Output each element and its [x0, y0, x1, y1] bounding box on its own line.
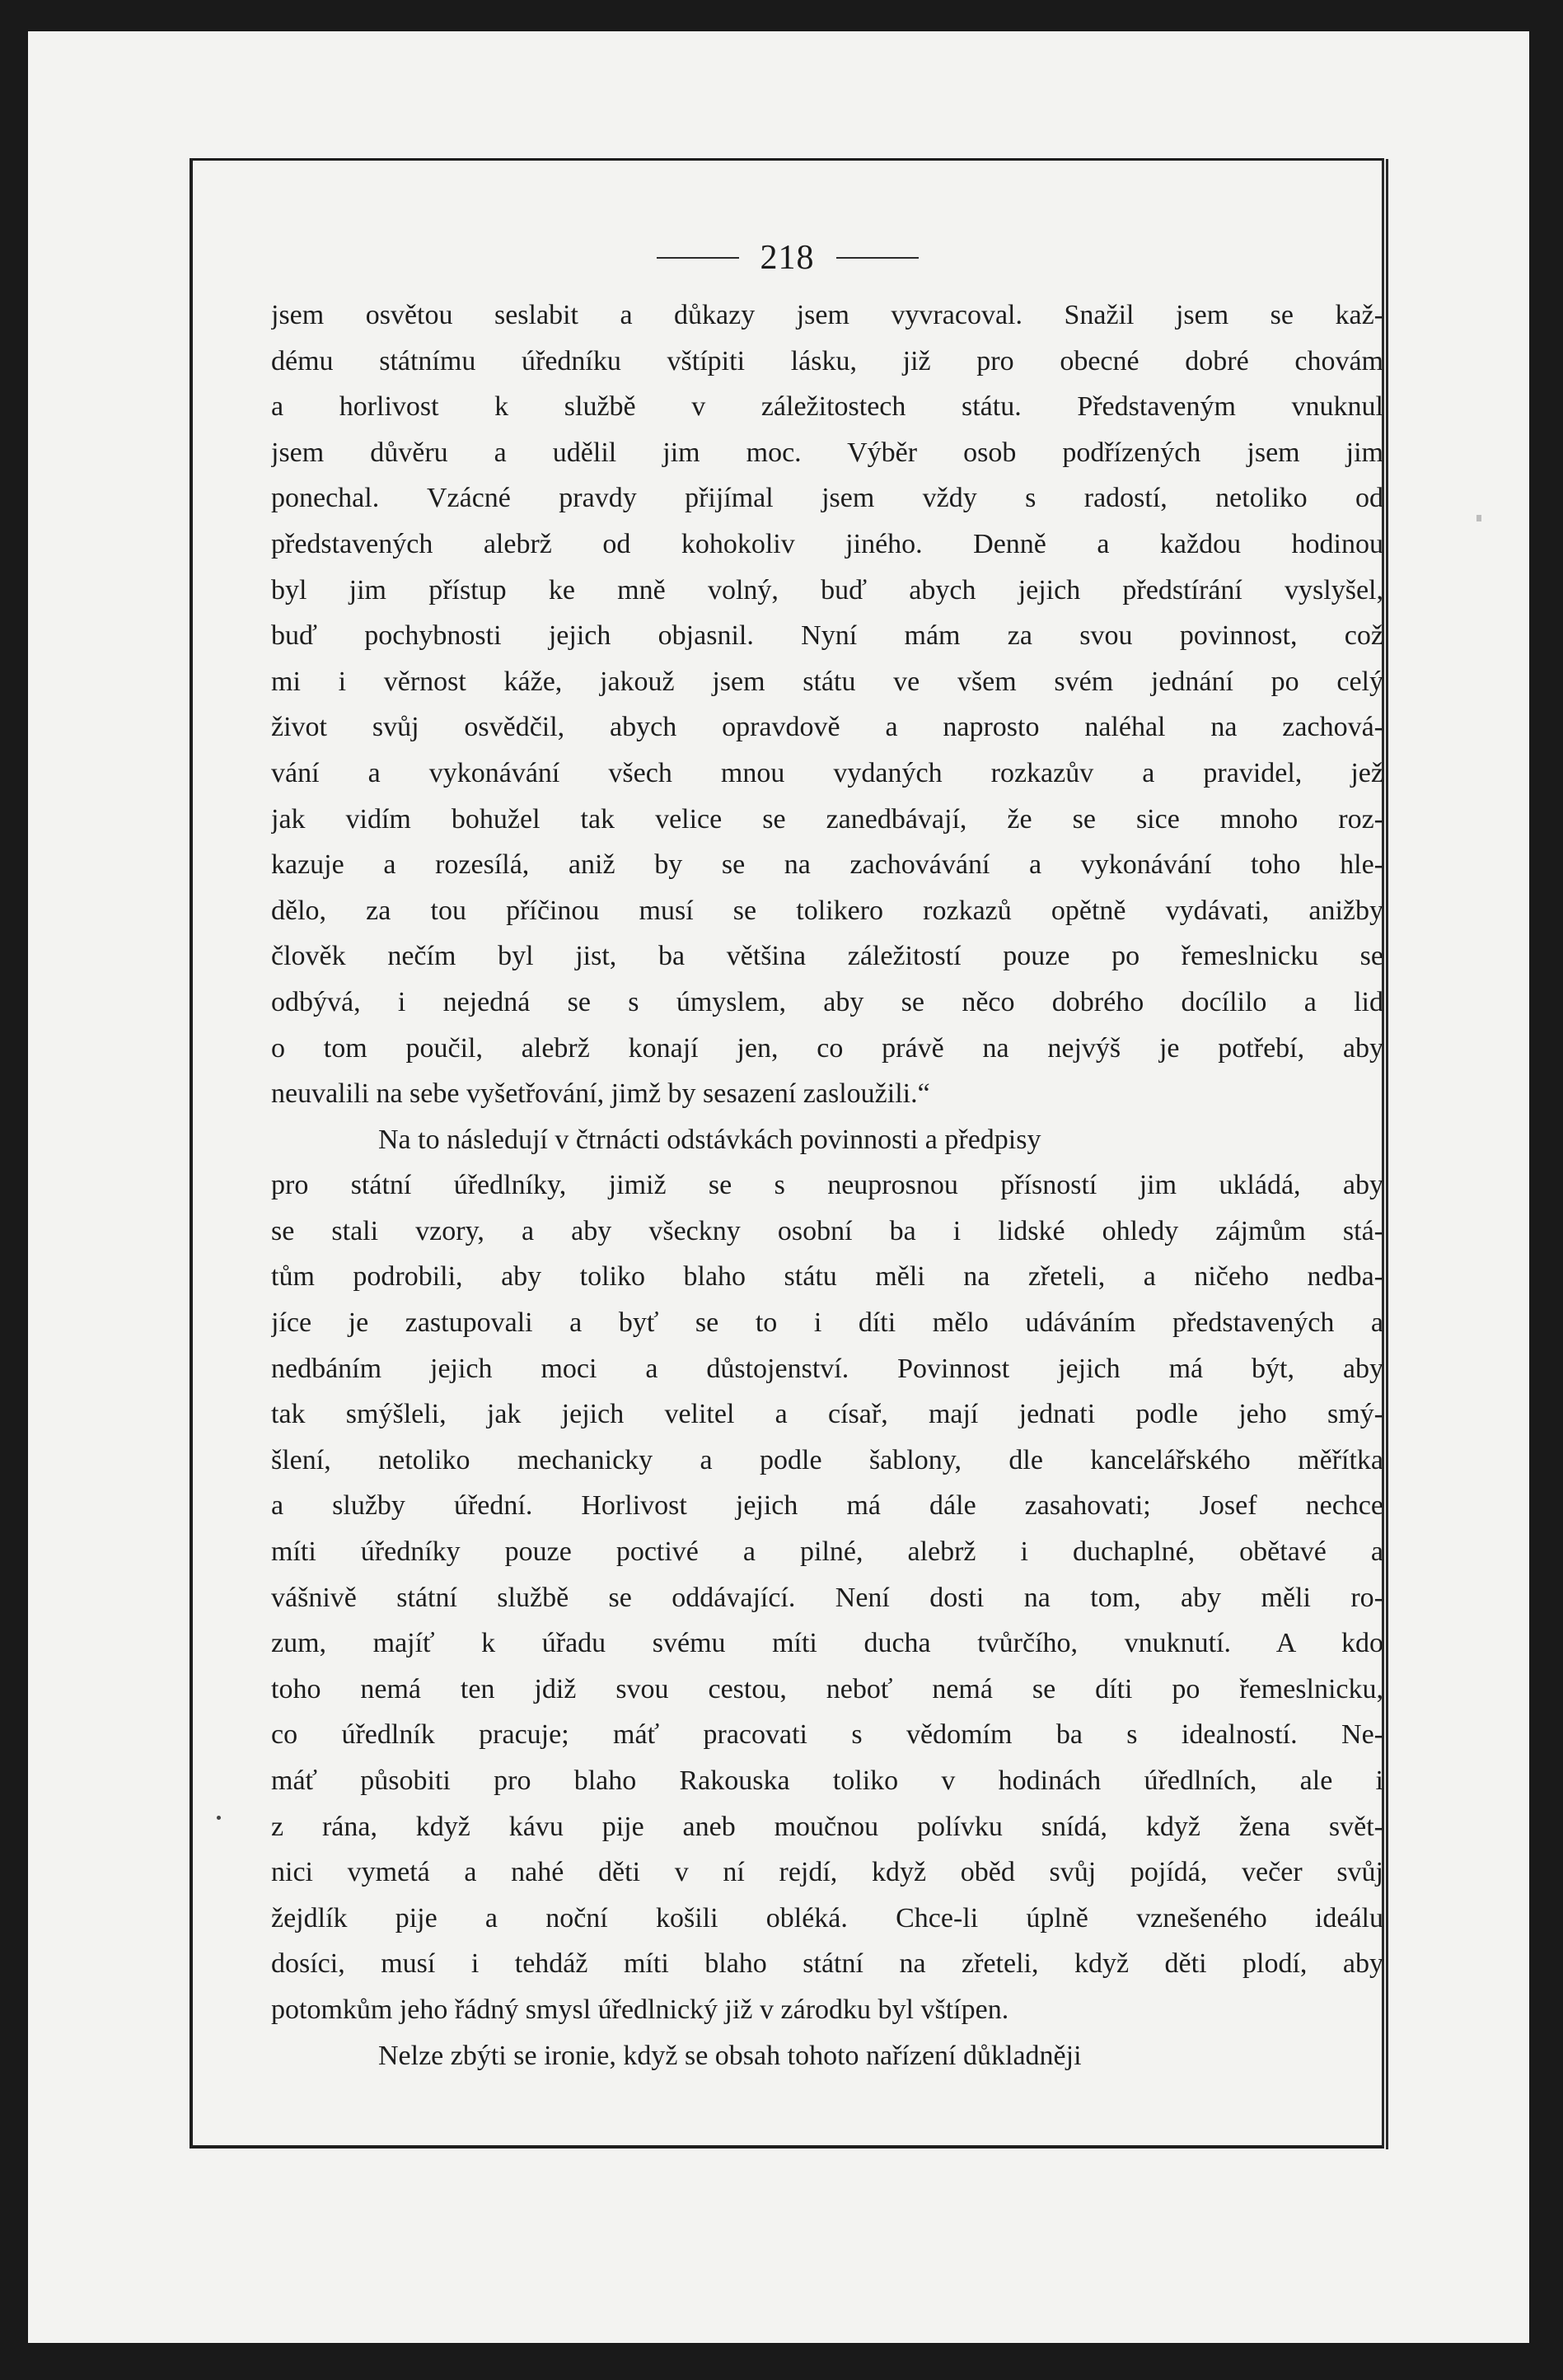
text-line: neuvalili na sebe vyšetřování, jimž by sesazení zasloužili.“: [271, 1078, 930, 1110]
text-line: mi i věrnost káže, jakouž jsem státu ve všem svém jednání po celý: [271, 666, 1383, 697]
text-line: představených alebrž od kohokoliv jiného. Denně a každou hodinou: [271, 528, 1383, 559]
text-line: život svůj osvědčil, abych opravdově a naprosto naléhal na zachová-: [271, 712, 1383, 743]
text-line: co úředlník pracuje; máť pracovati s vědomím ba s idealností. Ne-: [271, 1719, 1383, 1751]
text-line: vášnivě státní službě se oddávající. Není dosti na tom, aby měli ro-: [271, 1582, 1383, 1613]
text-line: šlení, netoliko mechanicky a podle šablony, dle kancelářského měřítka: [271, 1444, 1383, 1475]
text-line: odbývá, i nejedná se s úmyslem, aby se něco dobrého docílilo a lid: [271, 986, 1383, 1017]
header-rule-right: [836, 257, 919, 259]
text-line: žejdlík pije a noční košili obléká. Chce-li úplně vznešeného ideálu: [271, 1902, 1383, 1933]
text-line: Na to následují v čtrnácti odstávkách povinnosti a předpisy: [378, 1124, 1041, 1155]
text-line: Nelze zbýti se ironie, když se obsah tohoto nařízení důkladněji: [378, 2040, 1082, 2071]
text-line: tak smýšleli, jak jejich velitel a císař, mají jednati podle jeho smý-: [271, 1399, 1383, 1430]
text-line: míti úředníky pouze poctivé a pilné, alebrž i duchaplné, obětavé a: [271, 1536, 1383, 1568]
text-line: toho nemá ten jdiž svou cestou, neboť nemá se díti po řemeslnicku,: [271, 1673, 1383, 1704]
text-line: jak vidím bohužel tak velice se zanedbávají, že se sice mnoho roz-: [271, 803, 1383, 835]
text-line: nedbáním jejich moci a důstojenství. Povinnost jejich má být, aby: [271, 1353, 1383, 1384]
text-line: dosíci, musí i tehdáž míti blaho státní na zřeteli, když děti plodí, aby: [271, 1948, 1383, 1980]
text-line: dělo, za tou příčinou musí se tolikero rozkazů opětně vydávati, anižby: [271, 895, 1383, 926]
page-frame: [190, 158, 1384, 2149]
paper-speck: [1476, 515, 1481, 521]
text-line: jsem osvětou seslabit a důkazy jsem vyvracoval. Snažil jsem se kaž-: [271, 300, 1383, 330]
text-line: a horlivost k službě v záležitostech státu. Představeným vnuknul: [271, 391, 1383, 423]
text-line: máť působiti pro blaho Rakouska toliko v hodinách úředlních, ale i: [271, 1765, 1383, 1796]
text-line: člověk nečím byl jist, ba většina záležitostí pouze po řemeslnicku se: [271, 941, 1383, 972]
text-line: nici vymetá a nahé děti v ní rejdí, když oběd svůj pojídá, večer svůj: [271, 1857, 1383, 1888]
text-line: potomkům jeho řádný smysl úředlnický již v zárodku byl vštípen.: [271, 1994, 1009, 2025]
page-header: [193, 237, 1382, 278]
text-line: kazuje a rozesílá, aniž by se na zachovávání a vykonávání toho hle-: [271, 849, 1383, 881]
text-line: dému státnímu úředníku vštípiti lásku, již pro obecné dobré chovám: [271, 345, 1383, 376]
text-line: vání a vykonávání všech mnou vydaných rozkazův a pravidel, jež: [271, 757, 1383, 788]
text-line: z rána, když kávu pije aneb moučnou polívku snídá, když žena svět-: [271, 1811, 1383, 1842]
text-line: byl jim přístup ke mně volný, buď abych jejich předstírání vyslyšel,: [271, 574, 1383, 606]
text-line: jíce je zastupovali a byť se to i díti mělo udáváním představených a: [271, 1307, 1383, 1339]
text-line: pro státní úředlníky, jimiž se s neuprosnou přísností jim ukládá, aby: [271, 1170, 1383, 1201]
page-number: 218: [760, 239, 815, 277]
header-rule-left: [657, 257, 739, 259]
book-page: [28, 31, 1529, 2343]
text-line: o tom poučil, alebrž konají jen, co právě na nejvýš je potřebí, aby: [271, 1032, 1383, 1064]
text-line: jsem důvěru a udělil jim moc. Výběr osob podřízených jsem jim: [271, 437, 1383, 468]
text-line: tům podrobili, aby toliko blaho státu měli na zřeteli, a ničeho nedba-: [271, 1261, 1383, 1293]
text-line: ponechal. Vzácné pravdy přijímal jsem vždy s radostí, netoliko od: [271, 483, 1383, 514]
text-line: zum, majíť k úřadu svému míti ducha tvůrčího, vnuknutí. A kdo: [271, 1628, 1383, 1659]
body-text: [271, 292, 1383, 2078]
text-line: a služby úřední. Horlivost jejich má dále zasahovati; Josef nechce: [271, 1490, 1383, 1522]
text-line: se stali vzory, a aby všeckny osobní ba i lidské ohledy zájmům stá-: [271, 1215, 1383, 1246]
stray-mark: [217, 1816, 221, 1820]
text-line: buď pochybnosti jejich objasnil. Nyní mám za svou povinnost, což: [271, 620, 1383, 652]
